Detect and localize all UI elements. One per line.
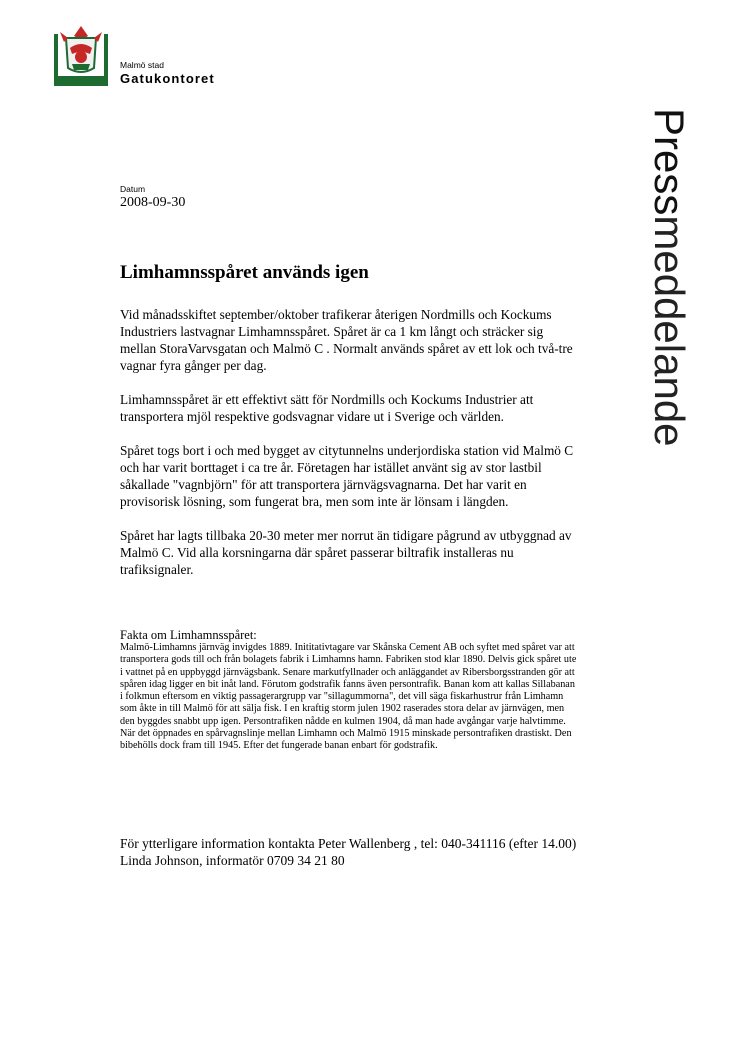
paragraph: Spåret togs bort i och med bygget av citytunnelns underjordiska station vid Malmö C och har varit borttaget i ca tre år. Företagen har istället använt sig av stor lastbil såkallade "vagnbjörn" för att transportera järnvägsvagnarna. Det har varit en provisorisk lösning, som fungerat bra, men som inte är lönsam i längden.: [120, 443, 574, 509]
body-text: [120, 306, 580, 595]
malmo-stad-logo: [52, 24, 110, 86]
facts-text: Malmö-Limhamns järnväg invigdes 1889. Inititativtagare var Skånska Cement AB och syftet med spåret var att transportera gods till och från bolagets fabrik i Limhamns hamn. Fabriken stod klar 1890. Delvis gick spåret ute i vattnet på en uppbyggd järnvägsbank. Senare markutfyllnader och anläggandet av Ribersborgsstranden gör att spåren idag ligger en bit inåt land. Förutom godstrafik fanns även persontrafik. Banan kom att kallas Sillabanan i folkmun eftersom en viktig passagerargrupp var "sillagummorna", det vill säga fiskarhustrur från Limhamn som åkte in till Malmö för att sälja fisk. I en kraftig storm julen 1902 raserades stora delar av järnvägen, men den byggdes snabbt upp igen. Persontrafiken nådde en kulmen 1904, då man hade avgångar varje halvtimme. När det öppnades en spårvagnslinje mellan Limhamn och Malmö 1915 minskade persontrafiken drastiskt. Den bibehölls dock fram till 1945. Efter det fungerade banan enbart för godstrafik.: [120, 642, 577, 752]
press-release-vertical-title: [632, 108, 707, 548]
paragraph: Spåret har lagts tillbaka 20-30 meter mer norrut än tidigare pågrund av utbyggnad av Malmö C. Vid alla korsningarna där spåret passerar biltrafik installeras nu trafiksignaler.: [120, 528, 572, 577]
paragraph: Vid månadsskiftet september/oktober trafikerar återigen Nordmills och Kockums Industriers lastvagnar Limhamnsspåret. Spåret är ca 1 km långt och sträcker sig mellan StoraVarvsgatan och Malmö C . Normalt används spåret av ett lok och två-tre vagnar fyra gånger per dag.: [120, 307, 573, 373]
org-name: Malmö stad: [120, 60, 164, 70]
paragraph: Limhamnsspåret är ett effektivt sätt för Nordmills och Kockums Industrier att transportera mjöl respektive godsvagnar vidare ut i Sverige och världen.: [120, 392, 534, 424]
date-value: 2008-09-30: [120, 195, 186, 210]
headline: Limhamnsspåret används igen: [120, 262, 369, 283]
date-label: Datum: [120, 184, 146, 194]
facts-title: Fakta om Limhamnsspåret:: [120, 628, 257, 642]
contact-line: För ytterligare information kontakta Peter Wallenberg , tel: 040-341116 (efter 14.00): [120, 836, 577, 851]
vertical-title-part1: Press: [646, 108, 693, 216]
facts-section: [120, 628, 580, 753]
contact-info: [120, 835, 590, 869]
contact-line: Linda Johnson, informatör 0709 34 21 80: [120, 853, 345, 868]
org-department: Gatukontoret: [120, 71, 215, 86]
vertical-title-part2: meddelande: [646, 215, 693, 447]
